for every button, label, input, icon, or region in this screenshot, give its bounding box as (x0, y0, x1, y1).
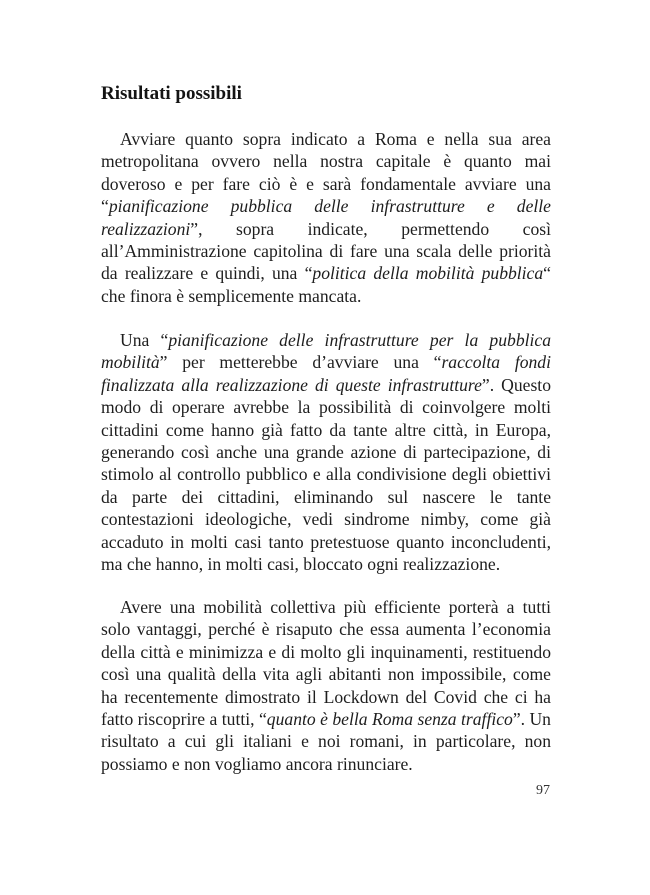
italic-phrase: raccolta fondi finalizzata alla realizzazione di queste infrastrutture (101, 352, 551, 395)
text-run: ”. Questo modo di operare avrebbe la possibilità di coinvolgere molti cittadini come hanno già fatto da tante altre città, in Europa, generando così anche una grande azione di partecipazione, di stimolo al controllo pubblico e alla condivisione degli obiettivi da parte dei cittadini, eliminando sul nascere le tante contestazioni ideologiche, vedi sindrome nimby, come già accaduto in molti casi tanto pretestuose quanto inconcludenti, ma che hanno, in molti casi, bloccato ogni realizzazione. (101, 374, 551, 575)
page-body (101, 82, 551, 774)
text-run: ”, sopra indicate, permettendo così all’Amministrazione capitolina di fare una scala delle priorità da realizzare e quindi, una “ (101, 218, 551, 284)
text-run: Avere una mobilità collettiva più efficiente porterà a tutti solo vantaggi, perché è risaputo che essa aumenta l’economia della città e minimizza e di molto gli inquinamenti, restituendo così una qualità della vita agli abitanti non impossibile, come ha recentemente dimostrato il Lockdown del Covid che ci ha fatto riscoprire a tutti, “ (101, 597, 551, 730)
text-run: Avviare quanto sopra indicato a Roma e nella sua area metropolitana ovvero nella nostra capitale è quanto mai doveroso e per fare ciò è e sarà fondamentale avviare una “ (101, 129, 551, 217)
text-run: ” per metterebbe d’avviare una “ (159, 352, 442, 373)
text-run: “ che finora è semplicemente mancata. (101, 263, 551, 306)
page-number: 97 (536, 783, 550, 798)
paragraph-2 (101, 329, 551, 575)
paragraph-1 (101, 128, 551, 307)
text-run: Una “ (120, 330, 169, 350)
italic-phrase: politica della mobilità pubblica (312, 263, 544, 284)
italic-phrase: quanto è bella Roma senza traffico (266, 709, 513, 730)
section-heading: Risultati possibili (101, 83, 242, 104)
italic-phrase: pianificazione pubblica delle infrastrutture e delle realizzazioni (101, 196, 551, 239)
paragraph-3 (101, 596, 551, 775)
italic-phrase: pianificazione delle infrastrutture per la pubblica mobilità (101, 330, 551, 373)
text-run: ”. Un risultato a cui gli italiani e noi romani, in particolare, non possiamo e non vogliamo ancora rinunciare. (101, 709, 551, 774)
